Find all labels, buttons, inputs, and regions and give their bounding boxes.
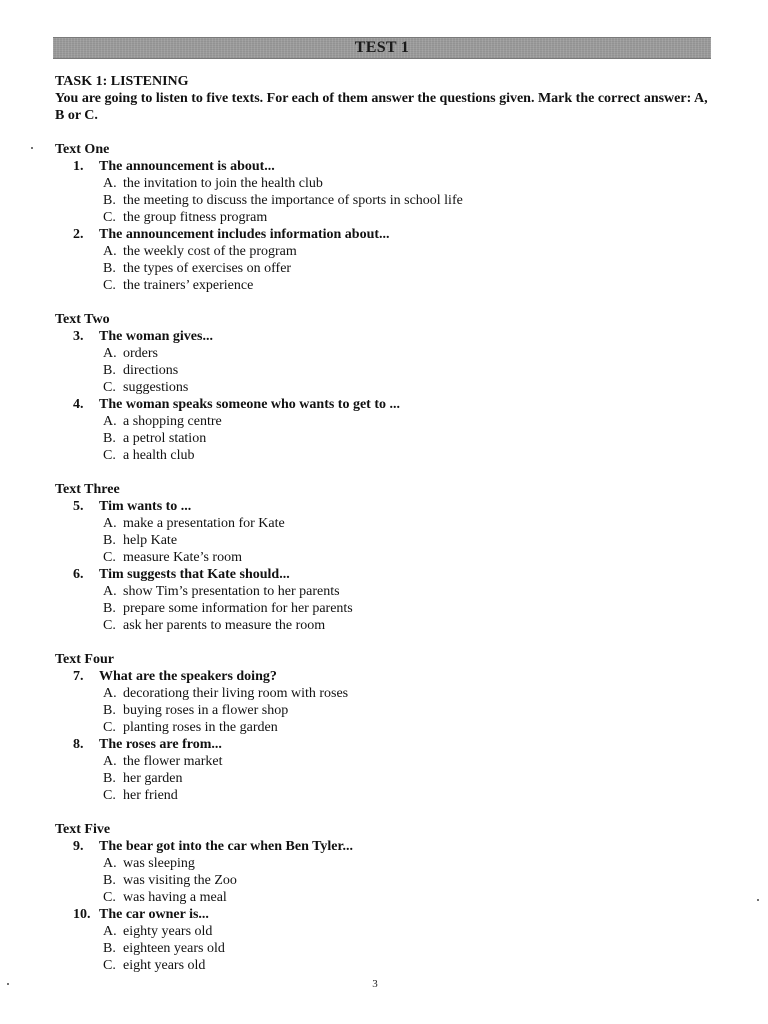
texts-list bbox=[55, 141, 715, 974]
question bbox=[55, 498, 715, 515]
test-header-band bbox=[53, 37, 711, 59]
option-letter: A. bbox=[103, 516, 117, 531]
option-text: orders bbox=[123, 346, 158, 361]
option-letter: B. bbox=[103, 533, 116, 548]
option-text: eighty years old bbox=[123, 924, 213, 939]
text-section bbox=[55, 821, 715, 974]
answer-option bbox=[55, 685, 715, 702]
scan-speck bbox=[7, 983, 9, 985]
option-letter: B. bbox=[103, 703, 116, 718]
question bbox=[55, 226, 715, 243]
question bbox=[55, 838, 715, 855]
answer-option bbox=[55, 787, 715, 804]
answer-option bbox=[55, 345, 715, 362]
option-letter: C. bbox=[103, 618, 116, 633]
option-text: directions bbox=[123, 363, 179, 378]
question-prompt: Tim wants to ... bbox=[99, 499, 192, 514]
option-text: the meeting to discuss the importance of sports in school life bbox=[123, 193, 463, 208]
answer-option bbox=[55, 600, 715, 617]
question bbox=[55, 396, 715, 413]
option-text: was visiting the Zoo bbox=[123, 873, 237, 888]
question-prompt: The roses are from... bbox=[99, 737, 222, 752]
option-letter: B. bbox=[103, 601, 116, 616]
question-number: 2. bbox=[73, 227, 84, 242]
option-text: measure Kate’s room bbox=[123, 550, 242, 565]
answer-option bbox=[55, 923, 715, 940]
question-number: 3. bbox=[73, 329, 84, 344]
question-prompt: The announcement includes information about... bbox=[99, 227, 390, 242]
option-letter: C. bbox=[103, 278, 116, 293]
question-prompt: The woman speaks someone who wants to get to ... bbox=[99, 397, 401, 412]
question-prompt: What are the speakers doing? bbox=[99, 669, 277, 684]
scan-speck bbox=[757, 899, 759, 901]
option-letter: C. bbox=[103, 550, 116, 565]
text-section bbox=[55, 651, 715, 804]
question bbox=[55, 328, 715, 345]
option-text: was sleeping bbox=[123, 856, 195, 871]
option-text: eight years old bbox=[123, 958, 206, 973]
text-section bbox=[55, 141, 715, 294]
question bbox=[55, 736, 715, 753]
question-number: 4. bbox=[73, 397, 84, 412]
answer-option bbox=[55, 192, 715, 209]
answer-option bbox=[55, 243, 715, 260]
option-letter: C. bbox=[103, 890, 116, 905]
option-text: suggestions bbox=[123, 380, 189, 395]
task-instruction: You are going to listen to five texts. For each of them answer the questions given. Mark the correct answer: A, B or C. bbox=[55, 91, 708, 123]
option-letter: C. bbox=[103, 448, 116, 463]
question bbox=[55, 566, 715, 583]
option-text: was having a meal bbox=[123, 890, 227, 905]
answer-option bbox=[55, 515, 715, 532]
option-letter: A. bbox=[103, 244, 117, 259]
option-text: her garden bbox=[123, 771, 183, 786]
option-text: the invitation to join the health club bbox=[123, 176, 323, 191]
answer-option bbox=[55, 362, 715, 379]
option-text: decorationg their living room with roses bbox=[123, 686, 349, 701]
answer-option bbox=[55, 532, 715, 549]
question-prompt: Tim suggests that Kate should... bbox=[99, 567, 290, 582]
question bbox=[55, 906, 715, 923]
question-prompt: The announcement is about... bbox=[99, 159, 275, 174]
question-prompt: The woman gives... bbox=[99, 329, 213, 344]
option-text: prepare some information for her parents bbox=[123, 601, 353, 616]
answer-option bbox=[55, 447, 715, 464]
answer-option bbox=[55, 855, 715, 872]
question-number: 1. bbox=[73, 159, 84, 174]
option-letter: A. bbox=[103, 686, 117, 701]
question-prompt: The bear got into the car when Ben Tyler... bbox=[99, 839, 353, 854]
page-number: 3 bbox=[372, 978, 378, 990]
text-section bbox=[55, 481, 715, 634]
answer-option bbox=[55, 549, 715, 566]
answer-option bbox=[55, 719, 715, 736]
answer-option bbox=[55, 260, 715, 277]
answer-option bbox=[55, 583, 715, 600]
answer-option bbox=[55, 889, 715, 906]
option-letter: B. bbox=[103, 363, 116, 378]
option-letter: C. bbox=[103, 380, 116, 395]
question-prompt: The car owner is... bbox=[99, 907, 209, 922]
option-letter: B. bbox=[103, 771, 116, 786]
text-section bbox=[55, 311, 715, 464]
test-title: TEST 1 bbox=[354, 39, 410, 56]
option-letter: B. bbox=[103, 873, 116, 888]
answer-option bbox=[55, 702, 715, 719]
answer-option bbox=[55, 617, 715, 634]
option-text: the weekly cost of the program bbox=[123, 244, 297, 259]
option-text: help Kate bbox=[123, 533, 178, 548]
option-letter: B. bbox=[103, 431, 116, 446]
question bbox=[55, 668, 715, 685]
question-number: 5. bbox=[73, 499, 84, 514]
text-heading: Text Four bbox=[55, 652, 114, 667]
option-letter: A. bbox=[103, 856, 117, 871]
answer-option bbox=[55, 872, 715, 889]
question-number: 7. bbox=[73, 669, 84, 684]
question-number: 10. bbox=[73, 907, 91, 922]
option-text: eighteen years old bbox=[123, 941, 225, 956]
answer-option bbox=[55, 175, 715, 192]
option-text: a shopping centre bbox=[123, 414, 222, 429]
text-heading: Text Three bbox=[55, 482, 120, 497]
option-text: planting roses in the garden bbox=[123, 720, 278, 735]
answer-option bbox=[55, 413, 715, 430]
scan-speck bbox=[31, 147, 33, 149]
text-heading: Text Five bbox=[55, 822, 111, 837]
option-text: the group fitness program bbox=[123, 210, 268, 225]
option-letter: A. bbox=[103, 584, 117, 599]
test-content bbox=[55, 73, 715, 974]
option-text: ask her parents to measure the room bbox=[123, 618, 326, 633]
option-text: make a presentation for Kate bbox=[123, 516, 285, 531]
answer-option bbox=[55, 753, 715, 770]
option-letter: A. bbox=[103, 414, 117, 429]
option-letter: C. bbox=[103, 210, 116, 225]
answer-option bbox=[55, 379, 715, 396]
option-text: her friend bbox=[123, 788, 178, 803]
answer-option bbox=[55, 277, 715, 294]
text-heading: Text One bbox=[55, 142, 110, 157]
option-letter: C. bbox=[103, 958, 116, 973]
option-text: a petrol station bbox=[123, 431, 207, 446]
option-text: the flower market bbox=[123, 754, 223, 769]
option-letter: B. bbox=[103, 941, 116, 956]
text-heading: Text Two bbox=[55, 312, 110, 327]
option-letter: A. bbox=[103, 176, 117, 191]
question-number: 8. bbox=[73, 737, 84, 752]
answer-option bbox=[55, 957, 715, 974]
task-heading: TASK 1: LISTENING bbox=[55, 74, 189, 89]
question-number: 6. bbox=[73, 567, 84, 582]
option-letter: A. bbox=[103, 346, 117, 361]
answer-option bbox=[55, 430, 715, 447]
option-letter: A. bbox=[103, 924, 117, 939]
answer-option bbox=[55, 940, 715, 957]
option-text: the trainers’ experience bbox=[123, 278, 254, 293]
option-letter: C. bbox=[103, 788, 116, 803]
question-number: 9. bbox=[73, 839, 84, 854]
option-letter: C. bbox=[103, 720, 116, 735]
option-letter: A. bbox=[103, 754, 117, 769]
option-text: show Tim’s presentation to her parents bbox=[123, 584, 340, 599]
option-letter: B. bbox=[103, 261, 116, 276]
answer-option bbox=[55, 209, 715, 226]
option-text: the types of exercises on offer bbox=[123, 261, 292, 276]
question bbox=[55, 158, 715, 175]
option-text: buying roses in a flower shop bbox=[123, 703, 289, 718]
option-letter: B. bbox=[103, 193, 116, 208]
answer-option bbox=[55, 770, 715, 787]
option-text: a health club bbox=[123, 448, 195, 463]
